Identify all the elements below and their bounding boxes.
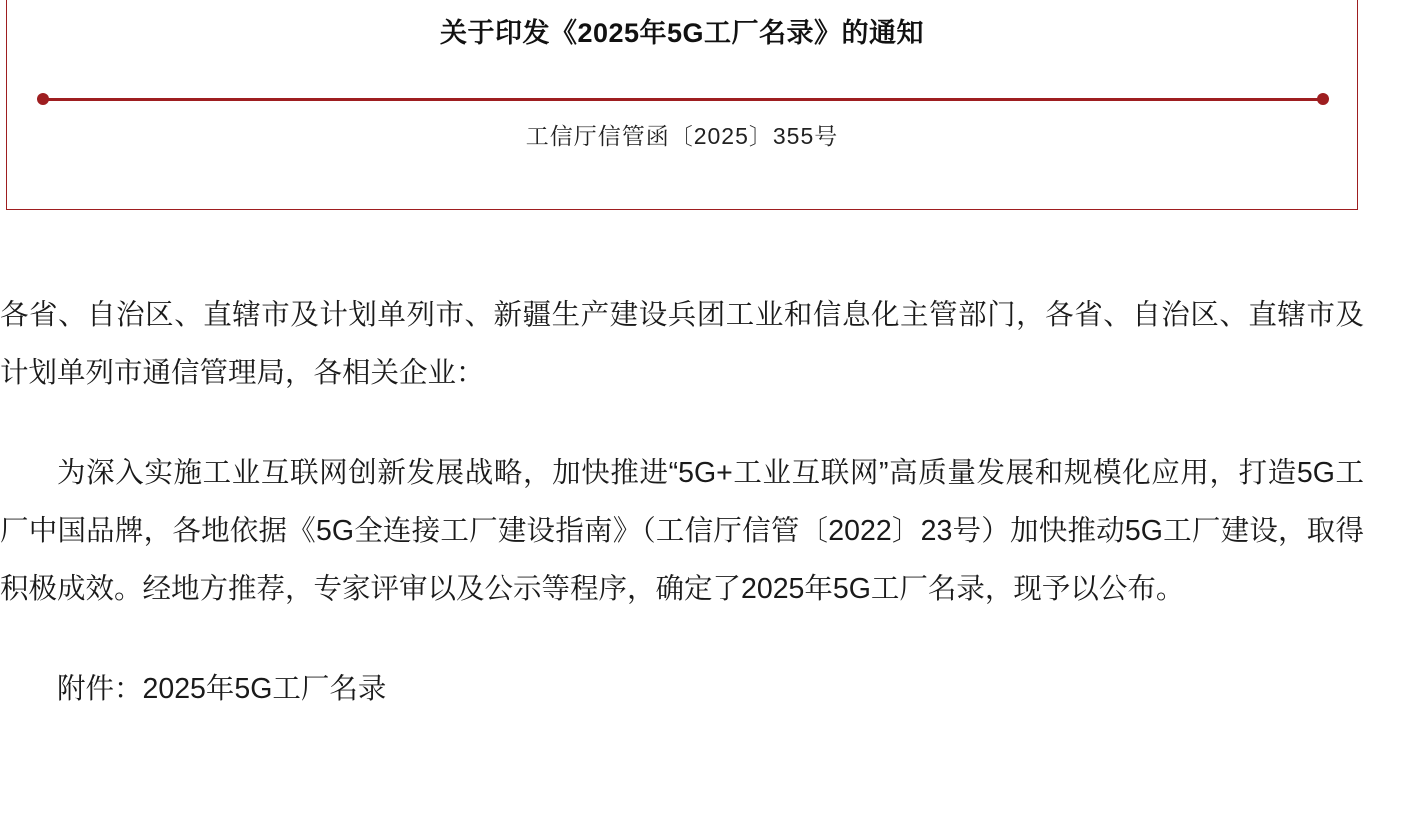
document-number: 工信厅信管函〔2025〕355号 <box>525 123 839 149</box>
document-header-card <box>6 0 1358 210</box>
document-title: 关于印发《2025年5G工厂名录》的通知 <box>439 18 925 48</box>
divider-line <box>44 98 1322 101</box>
addressee-paragraph: 各省、自治区、直辖市及计划单列市、新疆生产建设兵团工业和信息化主管部门，各省、自治区、直辖市及计划单列市通信管理局，各相关企业： <box>0 299 1364 389</box>
attachment-line: 附件：2025年5G工厂名录 <box>57 673 387 705</box>
document-body <box>0 286 1364 747</box>
header-divider <box>37 92 1329 106</box>
divider-dot-right-icon <box>1317 93 1329 105</box>
body-paragraph-1: 为深入实施工业互联网创新发展战略，加快推进“5G+工业互联网”高质量发展和规模化应用，打造5G工厂中国品牌，各地依据《5G全连接工厂建设指南》（工信厅信管〔2022〕23号）加快推动5G工厂建设，取得积极成效。经地方推荐，专家评审以及公示等程序，确定了2025年5G工厂名录，现予以公布。 <box>0 457 1364 605</box>
